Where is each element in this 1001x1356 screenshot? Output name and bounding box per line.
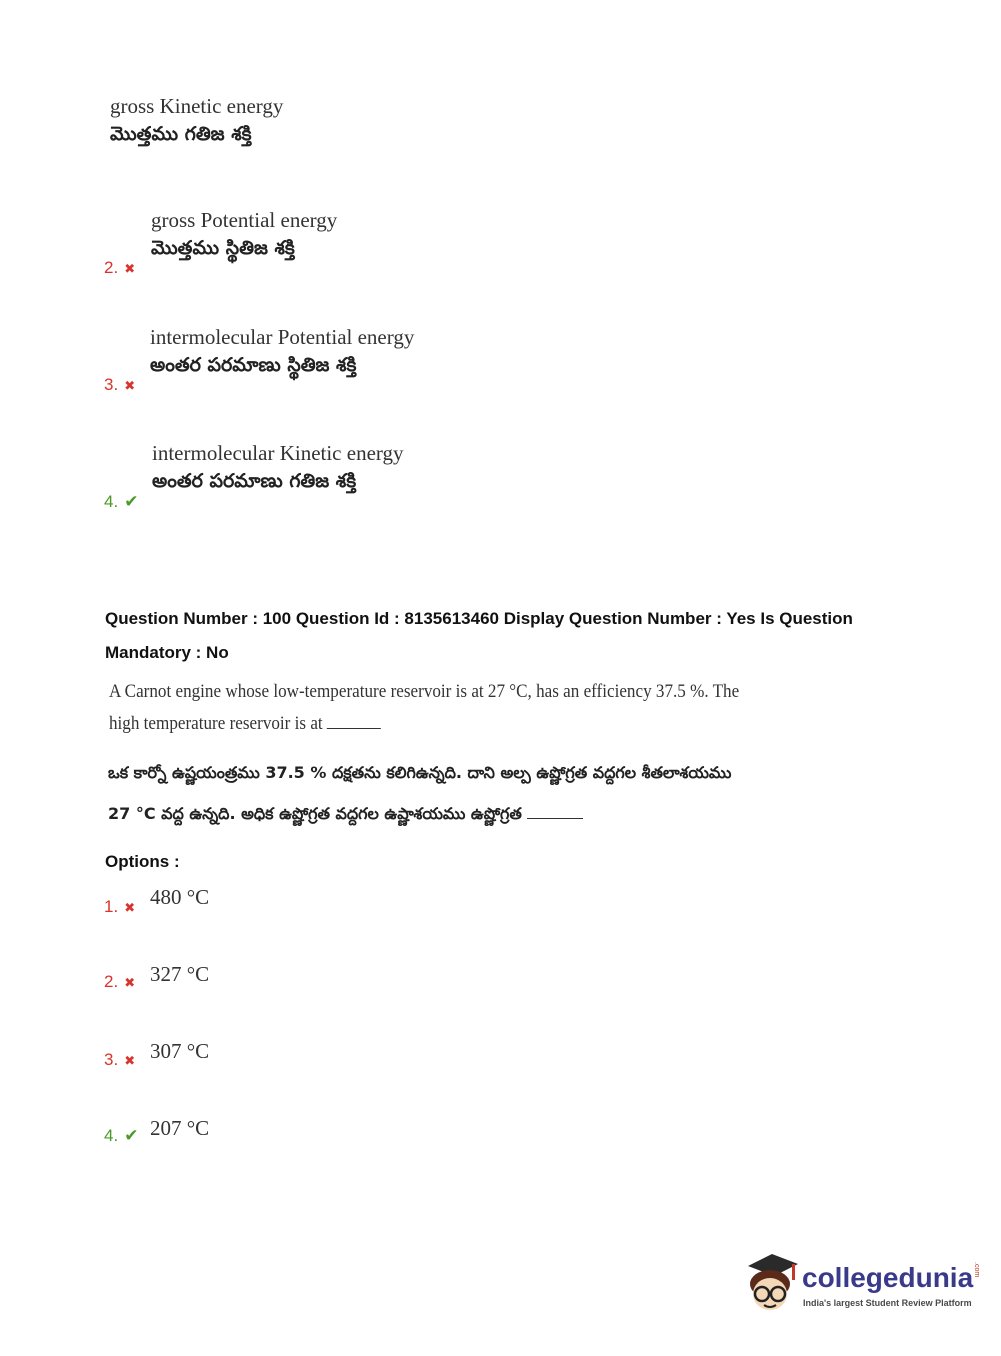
cross-icon: ✖: [124, 1053, 136, 1068]
option-number: 4.: [104, 1126, 119, 1145]
option-3-number: [104, 1050, 135, 1070]
cross-icon: ✖: [124, 378, 136, 393]
option-2-value: 327 °C: [150, 962, 210, 986]
mascot-icon: [742, 1248, 802, 1318]
option-telugu-text: మొత్తము స్థితిజ శక్తి: [151, 237, 295, 259]
cross-icon: ✖: [124, 900, 136, 915]
cross-icon: ✖: [124, 261, 136, 276]
question-english-text: high temperature reservoir is at: [109, 713, 323, 734]
option-telugu-text: అంతర పరమాణు గతిజ శక్తి: [152, 470, 357, 492]
question-telugu-line-1: ఒక కార్నో ఉష్ణయంత్రము 37.5 % దక్షతను కలిగిఉన్నది. దాని అల్ప ఉష్ణోగ్రత వద్దగల శీతలాశయము: [108, 763, 732, 782]
question-telugu-line-2: [108, 804, 583, 827]
option-english-text: intermolecular Potential energy: [150, 325, 415, 349]
logo-suffix: .com: [973, 1262, 981, 1278]
option-2-number: [104, 972, 135, 992]
option-4-number: [104, 1126, 138, 1146]
prev-option-3-number: [104, 375, 135, 395]
option-telugu-text: అంతర పరమాణు స్థితిజ శక్తి: [150, 354, 357, 376]
option-number: 3.: [104, 375, 119, 394]
logo-wordmark: collegedunia: [802, 1262, 974, 1293]
question-english-line-2: [109, 708, 381, 740]
option-1-number: [104, 897, 135, 917]
option-english-text: gross Kinetic energy: [110, 94, 284, 118]
option-4-value: 207 °C: [150, 1116, 210, 1140]
option-number: 1.: [104, 897, 119, 916]
prev-option-2: [151, 208, 337, 264]
answer-blank: [527, 818, 583, 819]
option-number: 3.: [104, 1050, 119, 1069]
option-3-value: 307 °C: [150, 1039, 210, 1063]
prev-option-2-number: [104, 258, 135, 278]
option-english-text: gross Potential energy: [151, 208, 338, 232]
check-icon: ✔: [124, 492, 139, 511]
question-english-line-1: A Carnot engine whose low-temperature reservoir is at 27 °C, has an efficiency 37.5 %. The: [109, 681, 740, 702]
question-meta-line-2: Mandatory : No: [105, 643, 229, 662]
prev-option-1: [110, 94, 283, 150]
option-number: 2.: [104, 258, 119, 277]
answer-blank: [327, 728, 381, 729]
logo[interactable]: [802, 1262, 980, 1294]
logo-tagline: India's largest Student Review Platform: [803, 1298, 972, 1308]
prev-option-4-number: [104, 492, 138, 512]
prev-option-3: [150, 325, 414, 381]
options-label: Options :: [105, 852, 180, 871]
option-english-text: intermolecular Kinetic energy: [152, 441, 404, 465]
option-1-value: 480 °C: [150, 885, 210, 909]
option-telugu-text: మొత్తము గతిజ శక్తి: [110, 123, 252, 145]
option-number: 4.: [104, 492, 119, 511]
check-icon: ✔: [124, 1126, 139, 1145]
prev-option-4: [152, 441, 404, 497]
question-telugu-text: 27 °C వద్ద ఉన్నది. అధిక ఉష్ణోగ్రత వద్దగల ఉష్ణాశయము ఉష్ణోగ్రత: [108, 804, 522, 823]
option-number: 2.: [104, 972, 119, 991]
question-meta-line-1: Question Number : 100 Question Id : 8135613460 Display Question Number : Yes Is Question: [105, 609, 853, 628]
cross-icon: ✖: [124, 975, 136, 990]
